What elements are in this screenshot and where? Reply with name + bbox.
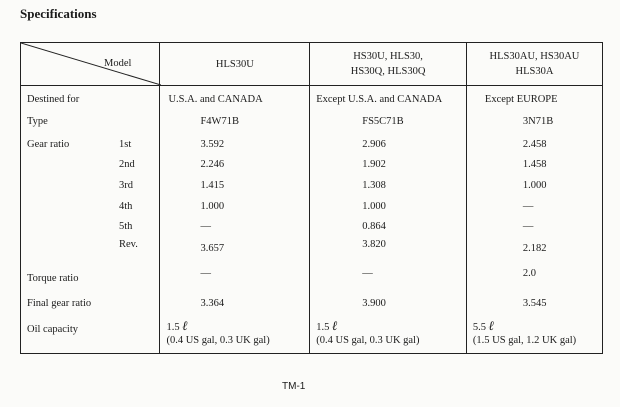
- gear-rev-2: 3.820: [362, 239, 386, 251]
- row-label-torque-ratio: Torque ratio: [27, 272, 79, 284]
- gear-label-2nd: 2nd: [119, 159, 135, 171]
- final-gear-2: 3.900: [362, 297, 386, 309]
- gear-4th-2: 1.000: [362, 200, 386, 212]
- gear-2nd-2: 1.902: [362, 159, 386, 171]
- gear-1st-2: 2.906: [362, 138, 386, 150]
- oil-amount-1: 1.5: [166, 321, 180, 333]
- table-header-row: [21, 43, 603, 86]
- type-3: 3N71B: [522, 115, 554, 127]
- gear-1st-3: 2.458: [522, 138, 547, 150]
- gear-2nd-3: 1.458: [522, 159, 547, 171]
- torque-1: —: [200, 267, 211, 279]
- liter-symbol-2: ℓ: [331, 318, 338, 334]
- table-row-torque: [21, 266, 603, 291]
- final-gear-3: 3.545: [522, 297, 547, 309]
- gear-2nd-1: 2.246: [200, 159, 225, 171]
- gear-3rd-3: 1.000: [522, 180, 547, 192]
- gear-1st-1: 3.592: [200, 138, 225, 150]
- row-label-destined-for: Destined for: [27, 94, 80, 105]
- table-row-destined: [21, 86, 603, 113]
- table-row-final-gear: [21, 291, 603, 318]
- model-corner-cell: [21, 43, 160, 86]
- page-number: TM-1: [282, 381, 306, 392]
- gear-label-3rd: 3rd: [119, 180, 133, 192]
- gear-3rd-1: 1.415: [200, 180, 225, 192]
- model-header-2-line-1: HS30U, HLS30,: [353, 51, 423, 62]
- oil-detail-2: (0.4 US gal, 0.3 UK gal): [316, 334, 420, 346]
- liter-symbol-3: ℓ: [488, 318, 495, 334]
- table-row-type: [21, 113, 603, 136]
- torque-3: 2.0: [522, 267, 537, 279]
- specifications-table: [20, 42, 603, 354]
- gear-rev-3: 2.182: [522, 243, 547, 255]
- table-row-gear-1st: [21, 136, 603, 157]
- model-label: Model: [104, 58, 132, 69]
- gear-label-4th: 4th: [119, 200, 133, 212]
- oil-detail-1: (0.4 US gal, 0.3 UK gal): [166, 334, 270, 346]
- model-header-2-line-2: HS30Q, HLS30Q: [350, 66, 426, 77]
- gear-rev-1: 3.657: [200, 243, 225, 255]
- oil-capacity-3: [473, 320, 576, 347]
- oil-capacity-1: [166, 320, 269, 347]
- gear-4th-1: 1.000: [200, 200, 225, 212]
- model-header-3-line-1: HLS30AU, HS30AU: [489, 51, 580, 62]
- gear-label-5th: 5th: [119, 221, 133, 233]
- oil-detail-3: (1.5 US gal, 1.2 UK gal): [472, 334, 577, 346]
- row-label-oil-capacity: Oil capacity: [27, 323, 79, 335]
- table-row-oil-capacity: [21, 318, 603, 354]
- gear-label-rev: Rev.: [119, 239, 138, 251]
- destined-2: Except U.S.A. and CANADA: [316, 94, 443, 105]
- table-row-gear-5th: [21, 218, 603, 239]
- model-header-1: HLS30U: [160, 43, 310, 86]
- type-2: FS5C71B: [362, 115, 404, 127]
- table-row-gear-2nd: [21, 156, 603, 177]
- gear-label-1st: 1st: [119, 138, 132, 150]
- diagonal-divider: [21, 43, 161, 85]
- table-row-gear-rev: [21, 239, 603, 266]
- gear-5th-3: —: [522, 221, 534, 233]
- model-header-3: [466, 43, 602, 86]
- table-row-gear-4th: [21, 198, 603, 219]
- oil-amount-2: 1.5: [316, 321, 330, 333]
- oil-amount-3: 5.5: [472, 321, 487, 333]
- gear-4th-3: —: [522, 200, 534, 212]
- type-1: F4W71B: [200, 115, 239, 127]
- table-row-gear-3rd: [21, 177, 603, 198]
- gear-3rd-2: 1.308: [362, 180, 386, 192]
- torque-2: —: [362, 267, 373, 279]
- destined-3: Except EUROPE: [484, 94, 558, 105]
- liter-symbol-1: ℓ: [182, 318, 188, 334]
- page-title: Specifications: [20, 6, 97, 21]
- gear-5th-2: 0.864: [362, 221, 386, 233]
- row-label-final-gear-ratio: Final gear ratio: [27, 297, 92, 309]
- model-header-3-line-2: HLS30A: [515, 66, 554, 77]
- model-header-2: [310, 43, 467, 86]
- oil-capacity-2: [316, 320, 419, 347]
- final-gear-1: 3.364: [200, 297, 225, 309]
- destined-1: U.S.A. and CANADA: [168, 94, 263, 105]
- row-label-gear-ratio: Gear ratio: [27, 138, 70, 150]
- row-label-type: Type: [27, 115, 48, 127]
- gear-5th-1: —: [200, 221, 211, 233]
